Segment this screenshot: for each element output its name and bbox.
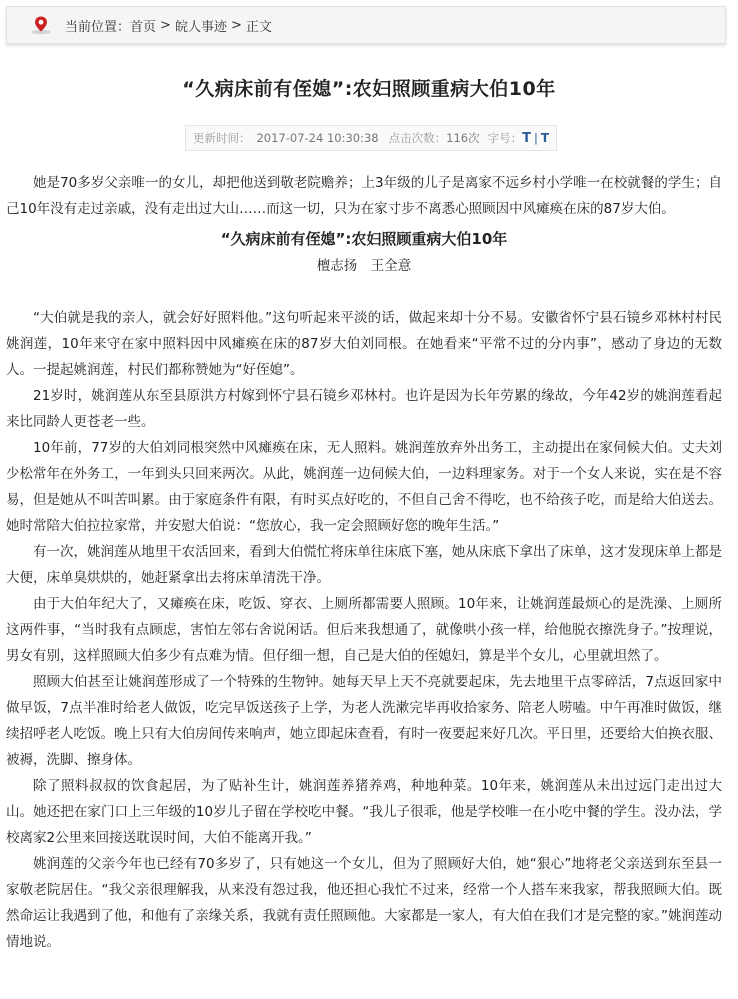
body-paragraph: 有一次，姚润莲从地里干农活回来，看到大伯慌忙将床单往床底下塞，她从床底下拿出了床单，这才发现床单上都是大便，床单臭烘烘的，她赶紧拿出去将床单清洗干净。 <box>6 544 722 586</box>
article-title: “久病床前有侄媳”:农妇照顾重病大伯10年 <box>182 78 556 100</box>
article-byline: 檀志扬 王全意 <box>316 258 412 274</box>
font-size-small-button[interactable]: T <box>540 131 550 145</box>
body-paragraph: 照顾大伯甚至让姚润莲形成了一个特殊的生物钟。她每天早上天不亮就要起床，先去地里干点零碎活，7点返回家中做早饭，7点半准时给老人做饭，吃完早饭送孩子上学，为老人洗漱完毕再收拾家务、陪老人唠嗑。中午再准时做饭，继续招呼老人吃饭。晚上只有大伯房间传来响声，她立即起床查看，有时一夜要起来好几次。平日里，还要给大伯换衣服、被褥，洗脚、擦身体。 <box>6 674 722 768</box>
body-paragraph: 21岁时，姚润莲从东至县原洪方村嫁到怀宁县石镜乡邓林村。也许是因为长年劳累的缘故，今年42岁的姚润莲看起来比同龄人更苍老一些。 <box>6 388 722 430</box>
body-paragraph: 除了照料叔叔的饮食起居，为了贴补生计，姚润莲养猪养鸡，种地种菜。10年来，姚润莲从未出过远门走出过大山。她还把在家门口上三年级的10岁儿子留在学校吃中餐。“我儿子很乖，他是学校唯一在小吃中餐的学生。没办法，学校离家2公里来回接送耽误时间，大伯不能离开我。” <box>6 778 722 846</box>
body-paragraph: “大伯就是我的亲人，就会好好照料他。”这句听起来平淡的话，做起来却十分不易。安徽省怀宁县石镜乡邓林村村民姚润莲，10年来守在家中照料因中风瘫痪在床的87岁大伯刘同根。在她看来“平常不过的分内事”，感动了身边的无数人。一提起姚润莲，村民们都称赞她为“好侄媳”。 <box>6 310 722 378</box>
breadcrumb-current: 正文 <box>245 19 272 35</box>
body-paragraph: 由于大伯年纪大了，又瘫痪在床，吃饭、穿衣、上厕所都需要人照顾。10年来，让姚润莲最烦心的是洗澡、上厕所这两件事，“当时我有点顾虑，害怕左邻右舍说闲话。但后来我想通了，就像哄小孩一样，给他脱衣擦洗身子。”按理说，男女有别，这样照顾大伯多少有点难为情。但仔细一想，自己是大伯的侄媳妇，算是半个女儿，心里就坦然了。 <box>6 596 722 664</box>
update-time-value: 2017-07-24 10:30:38 <box>256 131 379 145</box>
lead-paragraph: 她是70多岁父亲唯一的女儿，却把他送到敬老院赡养；上3年级的儿子是离家不远乡村小学唯一在校就餐的学生；自己10年没有走过亲戚，没有走出过大山……而这一切，只为在家寸步不离悉心照顾因中风瘫痪在床的87岁大伯。 <box>6 175 722 217</box>
font-size-divider: | <box>533 131 538 145</box>
map-pin-icon <box>29 15 57 35</box>
breadcrumb <box>6 6 726 44</box>
body-paragraph: 姚润莲的父亲今年也已经有70多岁了，只有她这一个女儿，但为了照顾好大伯，她“狠心”地将老父亲送到东至县一家敬老院居住。“我父亲很理解我，从来没有怨过我，他还担心我忙不过来，经常一个人搭车来我家，帮我照顾大伯。既然命运让我遇到了他，和他有了亲缘关系，我就有责任照顾他。大家都是一家人，有大伯在我们才是完整的家。”姚润莲动情地说。 <box>6 856 722 950</box>
font-size-large-button[interactable]: T <box>522 130 531 146</box>
breadcrumb-separator: > <box>160 17 171 33</box>
breadcrumb-label: 当前位置： <box>65 19 131 35</box>
breadcrumb-category-link[interactable]: 皖人事迹 <box>174 19 227 35</box>
click-count-label: 点击次数： <box>388 131 447 145</box>
breadcrumb-separator: > <box>230 17 242 33</box>
click-count-value: 116次 <box>446 131 480 145</box>
article-subheading: “久病床前有侄媳”:农妇照顾重病大伯10年 <box>220 230 508 248</box>
article-meta <box>185 125 557 151</box>
update-time-label: 更新时间： <box>192 131 251 145</box>
body-paragraph: 10年前，77岁的大伯刘同根突然中风瘫痪在床，无人照料。姚润莲放弃外出务工，主动提出在家伺候大伯。丈夫刘少松常年在外务工，一年到头只回来两次。从此，姚润莲一边伺候大伯，一边料理家务。对于一个女人来说，实在是不容易，但是她从不叫苦叫累。由于家庭条件有限，有时买点好吃的，不但自己舍不得吃，也不给孩子吃，而是给大伯送去。她时常陪大伯拉拉家常，并安慰大伯说：“您放心，我一定会照顾好您的晚年生活。” <box>6 440 722 534</box>
font-size-label: 字号： <box>487 131 523 145</box>
breadcrumb-home-link[interactable]: 首页 <box>130 19 157 35</box>
article-body <box>6 170 722 955</box>
